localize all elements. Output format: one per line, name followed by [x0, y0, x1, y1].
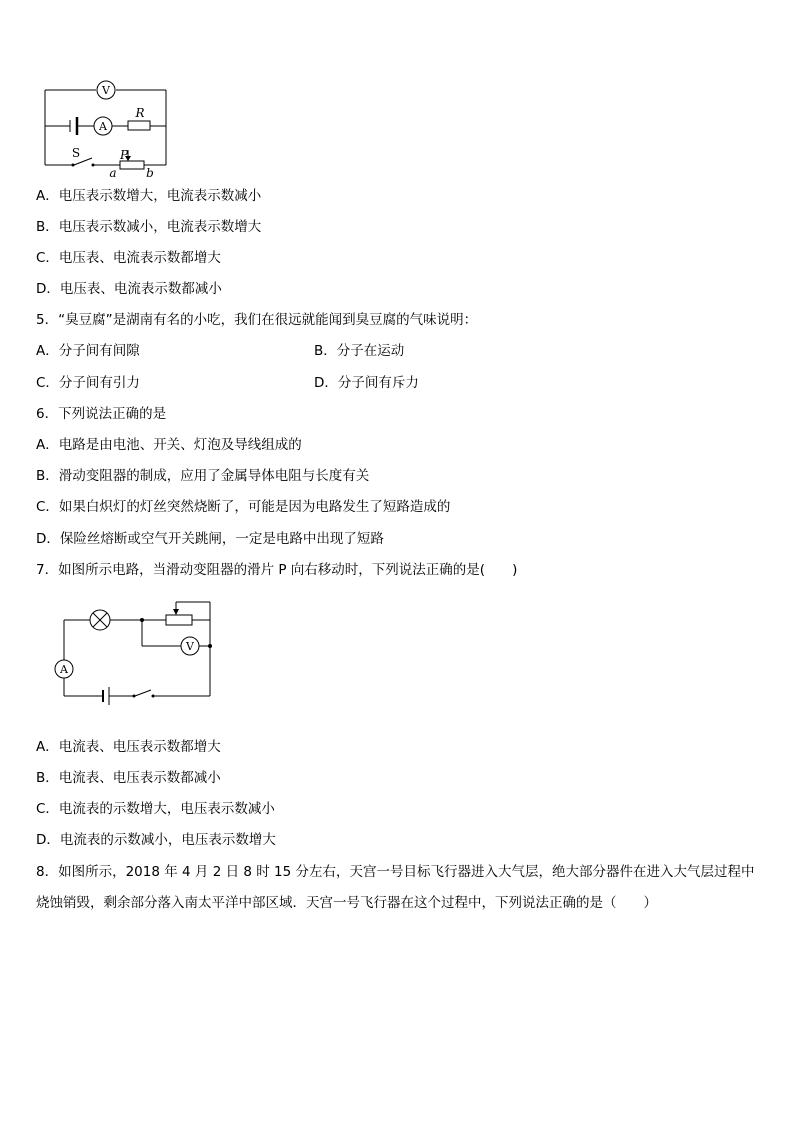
q6-option-d: D．保险丝熔断或空气开关跳闸，一定是电路中出现了短路: [36, 531, 384, 547]
voltmeter-label: V: [102, 84, 110, 97]
end-a-label: a: [109, 166, 117, 180]
q4-option-a: A．电压表示数增大，电流表示数减小: [36, 188, 262, 204]
q7-option-d: D．电流表的示数减小，电压表示数增大: [36, 832, 276, 848]
q7-option-c: C．电流表的示数增大，电压表示数减小: [36, 801, 275, 817]
q5-option-b: B．分子在运动: [314, 343, 405, 359]
q5-option-c: C．分子间有引力: [36, 375, 140, 391]
q6-option-c: C．如果白炽灯的灯丝突然烧断了，可能是因为电路发生了短路造成的: [36, 499, 451, 515]
q4-option-c: C．电压表、电流表示数都增大: [36, 250, 221, 266]
q6-stem: 6．下列说法正确的是: [36, 406, 167, 422]
q6-option-b: B．滑动变阻器的制成，应用了金属导体电阻与长度有关: [36, 468, 370, 484]
switch-label: S: [71, 146, 81, 160]
slider-arrow-icon-2: [173, 609, 179, 615]
q6-option-a: A．电路是由电池、开关、灯泡及导线组成的: [36, 437, 302, 453]
ammeter-label: A: [99, 120, 107, 133]
switch-icon-2: [133, 695, 136, 698]
circuit-figure-2: [48, 596, 218, 706]
ammeter-label-2: A: [60, 663, 68, 676]
q8-stem-line-2: 烧蚀销毁，剩余部分落入南太平洋中部区域．天宫一号飞行器在这个过程中，下列说法正确的是（ ）: [36, 895, 657, 911]
q4-option-d: D．电压表、电流表示数都减小: [36, 281, 222, 297]
q4-option-b: B．电压表示数减小，电流表示数增大: [36, 219, 262, 235]
q8-stem-line-1: 8．如图所示，2018 年 4 月 2 日 8 时 15 分左右，天宫一号目标飞行器进入大气层，绝大部分器件在进入大气层过程中: [36, 864, 755, 880]
voltmeter-label-2: V: [186, 640, 194, 653]
circuit-figure-1: [36, 76, 186, 180]
q5-option-a: A．分子间有间隙: [36, 343, 140, 359]
resistor-label: R: [135, 106, 145, 120]
q5-option-d: D．分子间有斥力: [314, 375, 419, 391]
end-b-label: b: [146, 166, 154, 180]
switch-icon: [72, 164, 75, 167]
q7-option-b: B．电流表、电压表示数都减小: [36, 770, 221, 786]
q5-stem: 5．“臭豆腐”是湖南有名的小吃，我们在很远就能闻到臭豆腐的气味说明：: [36, 312, 478, 328]
q7-option-a: A．电流表、电压表示数都增大: [36, 739, 221, 755]
q7-stem: 7．如图所示电路，当滑动变阻器的滑片 P 向右移动时，下列说法正确的是( ): [36, 562, 518, 578]
slider-label: P: [119, 148, 129, 162]
